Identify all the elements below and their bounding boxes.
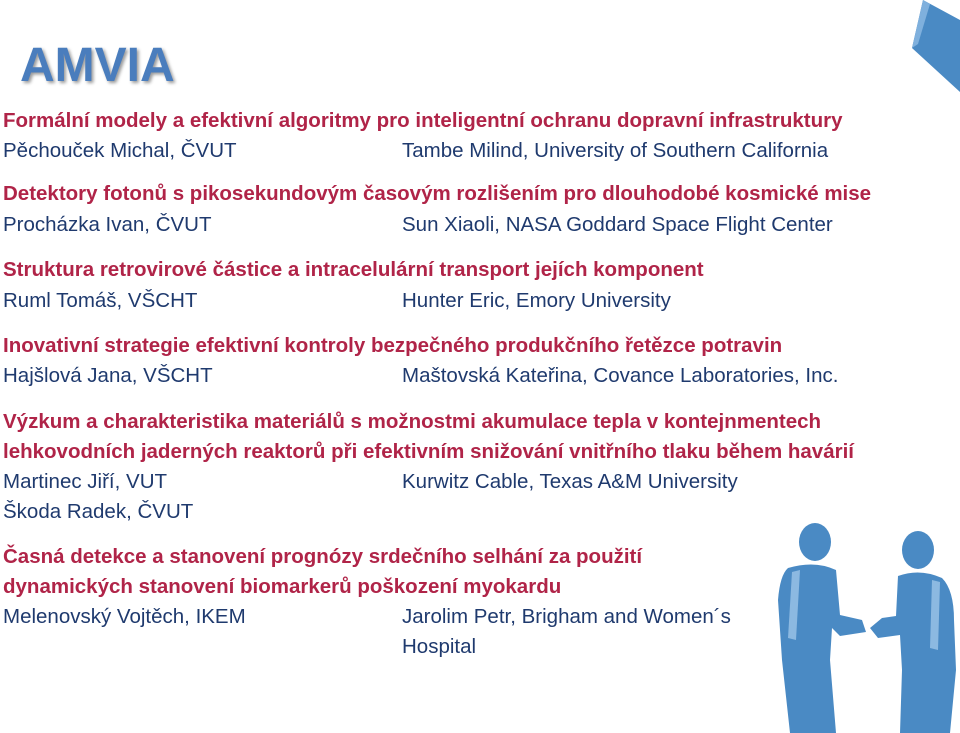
handshake-icon — [770, 520, 960, 733]
project-2-foreign-partner: Sun Xiaoli, NASA Goddard Space Flight Center — [402, 213, 833, 236]
project-5-czech-partner-1: Martinec Jiří, VUT — [3, 470, 168, 493]
project-6-foreign-partner-line-2: Hospital — [402, 635, 477, 658]
project-6-foreign-partner-line-1: Jarolim Petr, Brigham and Women´s — [402, 605, 731, 628]
project-4-czech-partner: Hajšlová Jana, VŠCHT — [3, 364, 213, 387]
project-5-czech-partner-2: Škoda Radek, ČVUT — [3, 500, 194, 523]
project-1-foreign-partner: Tambe Milind, University of Southern California — [402, 139, 829, 162]
project-3-czech-partner: Ruml Tomáš, VŠCHT — [3, 289, 198, 312]
project-6-czech-partner: Melenovský Vojtěch, IKEM — [3, 605, 246, 628]
project-4-heading: Inovativní strategie efektivní kontroly bezpečného produkčního řetězce potravin — [3, 334, 783, 357]
project-6-heading-line-2: dynamických stanovení biomarkerů poškození myokardu — [3, 575, 562, 598]
project-6-heading-line-1: Časná detekce a stanovení prognózy srdečního selhání za použití — [3, 545, 643, 568]
page-title: AMVIA — [20, 39, 175, 92]
project-3-heading: Struktura retrovirové částice a intracelulární transport jejích komponent — [3, 258, 704, 281]
project-5-heading-line-2: lehkovodních jaderných reaktorů při efektivním snižování vnitřního tlaku během havárií — [3, 440, 854, 463]
project-5-foreign-partner: Kurwitz Cable, Texas A&M University — [402, 470, 738, 493]
project-1-czech-partner: Pěchouček Michal, ČVUT — [3, 139, 237, 162]
project-1-heading: Formální modely a efektivní algoritmy pro inteligentní ochranu dopravní infrastruktury — [3, 109, 843, 132]
project-5-heading-line-1: Výzkum a charakteristika materiálů s možnostmi akumulace tepla v kontejnmentech — [3, 410, 822, 433]
project-2-czech-partner: Procházka Ivan, ČVUT — [3, 213, 212, 236]
project-3-foreign-partner: Hunter Eric, Emory University — [402, 289, 671, 312]
triangle-corner-icon — [890, 0, 960, 95]
project-2-heading: Detektory fotonů s pikosekundovým časovým rozlišením pro dlouhodobé kosmické mise — [3, 182, 872, 205]
project-4-foreign-partner: Maštovská Kateřina, Covance Laboratories, Inc. — [402, 364, 839, 387]
